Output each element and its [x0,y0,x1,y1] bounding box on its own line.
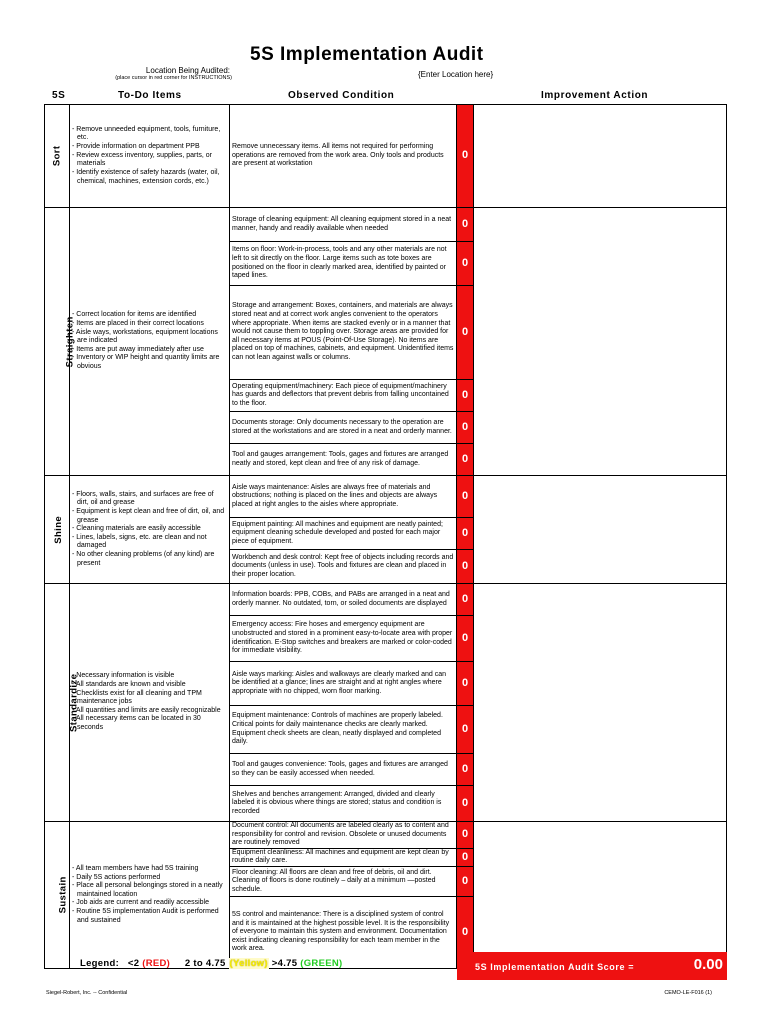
todo-item: - Provide information on department PPB [72,143,227,152]
score-cell[interactable]: 0 [457,412,474,444]
improvement-action-cell[interactable] [474,822,727,969]
score-cell[interactable]: 0 [457,822,474,849]
score-cell[interactable]: 0 [457,518,474,550]
audit-row [45,476,727,518]
todo-list [72,311,227,371]
todo-item: - Equipment is kept clean and free of dirt, oil, and grease [72,508,227,525]
audit-row [45,105,727,208]
todo-item: - Aisle ways, workstations, equipment locations are indicated [72,329,227,346]
audit-row [45,208,727,242]
observed-condition: Storage of cleaning equipment: All cleaning equipment stored in a neat manner, handy and readily available when needed [230,208,457,242]
legend-yellow-word: (Yellow) [229,958,268,969]
todo-item: - All quantities and limits are easily recognizable [72,707,227,716]
observed-condition: Equipment cleanliness: All machines and equipment are kept clean by routine daily care. [230,848,457,866]
todo-item: - Checklists exist for all cleaning and TPM maintenance jobs [72,690,227,707]
todo-list [72,865,227,925]
section-label-cell [45,822,70,969]
observed-condition: Aisle ways maintenance: Aisles are always free of materials and obstructions; nothing is placed on the lines and objects are always placed at right angles to the aisles where appropriate. [230,476,457,518]
score-cell[interactable]: 0 [457,897,474,969]
observed-condition: Tool and gauges convenience: Tools, gages and fixtures are arranged so they can be easily accessed when needed. [230,754,457,786]
audit-row [45,822,727,849]
footer-form-number: CEMO-LE-F016 (1) [664,990,712,996]
todo-list [72,491,227,568]
todo-item: - Daily 5S actions performed [72,874,227,883]
audit-row [45,584,727,616]
legend-green-word: (GREEN) [300,958,343,969]
section-name: Straighten [64,316,76,367]
section-label-cell [45,208,76,476]
todo-list [72,672,227,732]
todo-item: - Place all personal belongings stored in a neatly maintained location [72,882,227,899]
observed-condition: Operating equipment/machinery: Each piece of equipment/machinery has guards and deflectors that prevent debris from falling uncontained to the floor. [230,380,457,412]
observed-condition: Document control: All documents are labeled clearly as to content and responsibility for control and revision. Obsolete or unused documents are routinely removed [230,822,457,849]
score-cell[interactable]: 0 [457,662,474,706]
section-name: Sustain [57,876,69,914]
section-label-cell [45,105,70,208]
improvement-action-cell[interactable] [474,476,727,584]
location-label: Location Being Audited: [145,66,230,75]
column-header-5s: 5S [52,90,66,101]
section-name: Sort [51,145,63,167]
score-cell[interactable]: 0 [457,105,474,208]
observed-condition: Tool and gauges arrangement: Tools, gages and fixtures are arranged neatly and stored, kept clean and free of any risk of damage. [230,444,457,476]
section-label-cell [45,584,80,822]
todo-cell [70,105,230,208]
legend-yellow-range: 2 to 4.75 [184,958,226,969]
score-cell[interactable]: 0 [457,616,474,662]
score-cell[interactable]: 0 [457,584,474,616]
todo-item: - Cleaning materials are easily accessible [72,525,227,534]
todo-item: - Job aids are current and readily accessible [72,899,227,908]
score-cell[interactable]: 0 [457,786,474,822]
observed-condition: Emergency access: Fire hoses and emergency equipment are unobstructed and stored in a prominent easy-to-locate area with proper identification. E-Stop switches and breakers are marked or color-coded for immediate visibility. [230,616,457,662]
score-cell[interactable]: 0 [457,754,474,786]
score-cell[interactable]: 0 [457,242,474,286]
score-cell[interactable]: 0 [457,848,474,866]
legend-green-range: >4.75 [271,958,298,969]
audit-table [44,104,727,969]
observed-condition: Equipment painting: All machines and equipment are neatly painted; equipment cleaning schedule developed and posted for each major piece of equipment. [230,518,457,550]
section-name: Shine [53,515,65,544]
observed-condition: Storage and arrangement: Boxes, containers, and materials are always stored neat and at correct work angles convenient to the operators where appropriate. When items are stacked evenly or in a manner that would not cause them to toppling over. Storage areas are provided for all necessary items at POUS (Point-Of-Use Storage). No items are placed on top of machines, cabinets, and equipment. Unidentified items can not lean against walls or columns. [230,286,457,380]
page-title: 5S Implementation Audit [250,44,484,65]
todo-cell [70,584,230,822]
todo-item: - Items are put away immediately after use [72,346,227,355]
column-header-improvement: Improvement Action [541,90,649,101]
score-cell[interactable]: 0 [457,476,474,518]
observed-condition: Items on floor: Work-in-process, tools and any other materials are not left to sit directly on the floor. Large items such as tote boxes are positioned on the floor in clearly marked area, identified by painted or taped lines. [230,242,457,286]
todo-item: - Identify existence of safety hazards (water, oil, chemical, machines, extension cords, etc.) [72,169,227,186]
column-header-observed: Observed Condition [288,90,395,101]
score-cell[interactable]: 0 [457,706,474,754]
audit-score-box [457,952,727,980]
improvement-action-cell[interactable] [474,208,727,476]
improvement-action-cell[interactable] [474,105,727,208]
score-cell[interactable]: 0 [457,444,474,476]
score-cell[interactable]: 0 [457,208,474,242]
location-field[interactable]: {Enter Location here} [418,70,494,79]
audit-score-label: 5S Implementation Audit Score = [475,962,635,972]
todo-item: - Review excess inventory, supplies, parts, or materials [72,152,227,169]
column-header-todo: To-Do Items [118,90,182,101]
todo-item: - Necessary information is visible [72,672,227,681]
legend-red-word: (RED) [142,958,171,969]
legend-red-range: <2 [127,958,140,969]
todo-item: - Correct location for items are identified [72,311,227,320]
footer-confidential: Siegel-Robert, Inc. -- Confidential [46,990,128,996]
todo-list [72,126,227,186]
observed-condition: Shelves and benches arrangement: Arranged, divided and clearly labeled it is obvious where things are stored; status and condition is recorded [230,786,457,822]
section-label-cell [45,476,70,584]
todo-item: - Floors, walls, stairs, and surfaces are free of dirt, oil and grease [72,491,227,508]
legend [80,958,343,969]
section-name: Standardize [68,673,80,732]
observed-condition: Documents storage: Only documents necessary to the operation are stored at the workstations and are stored in a neat and orderly manner. [230,412,457,444]
score-cell[interactable]: 0 [457,380,474,412]
observed-condition: Workbench and desk control: Kept free of objects including records and documents (unless in use). Tools and fixtures are clean and placed in their proper location. [230,550,457,584]
improvement-action-cell[interactable] [474,584,727,822]
observed-condition: Information boards: PPB, COBs, and PABs are arranged in a neat and orderly manner. No outdated, torn, or soiled documents are displayed [230,584,457,616]
todo-item: - All standards are known and visible [72,681,227,690]
todo-item: - All team members have had 5S training [72,865,227,874]
todo-item: - Routine 5S implementation Audit is performed and sustained [72,908,227,925]
audit-score-value: 0.00 [693,956,723,973]
todo-cell [70,208,230,476]
todo-item: - Remove unneeded equipment, tools, furniture, etc. [72,126,227,143]
observed-condition: Remove unnecessary items. All items not required for performing operations are removed from the work area. Only tools and products are present at workstation [230,105,457,208]
score-cell[interactable]: 0 [457,550,474,584]
todo-cell [70,822,230,969]
observed-condition: Equipment maintenance: Controls of machines are properly labeled. Critical points for daily maintenance checks are clearly marked. Equipment check sheets are clean, neatly displayed and completed daily. [230,706,457,754]
score-cell[interactable]: 0 [457,286,474,380]
observed-condition: Aisle ways marking: Aisles and walkways are clearly marked and can be identified at a glance; lines are straight and at right angles where appropriate with no chipped, worn floor marking. [230,662,457,706]
todo-item: - Items are placed in their correct locations [72,320,227,329]
observed-condition: Floor cleaning: All floors are clean and free of debris, oil and dirt. Cleaning of floors is done routinely – daily at a minimum —posted schedule. [230,867,457,897]
score-cell[interactable]: 0 [457,867,474,897]
todo-item: - No other cleaning problems (of any kind) are present [72,551,227,568]
todo-item: - All necessary items can be located in 30 seconds [72,715,227,732]
todo-item: - Lines, labels, signs, etc. are clean and not damaged [72,534,227,551]
location-hint: (place cursor in red corner for INSTRUCTIONS) [115,75,232,81]
todo-cell [70,476,230,584]
todo-item: - Inventory or WIP height and quantity limits are obvious [72,354,227,371]
observed-condition: 5S control and maintenance: There is a disciplined system of control and it is maintained at the highest possible level. It is the responsibility of everyone to maintain this system and environment. Documentation exist indicating cleaning responsibility for each team member in the work area. [230,897,457,969]
legend-label: Legend: [80,958,120,969]
